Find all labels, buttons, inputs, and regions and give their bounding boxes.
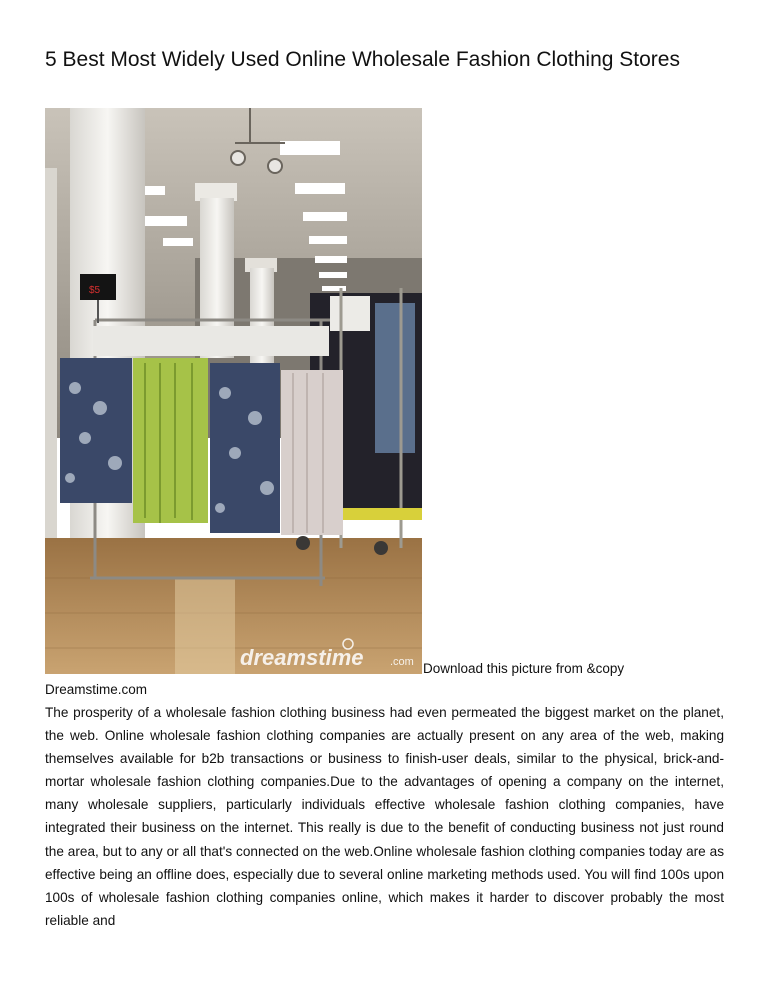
store-photo [45, 108, 422, 674]
document-title: 5 Best Most Widely Used Online Wholesale Fashion Clothing Stores [45, 48, 680, 71]
price-tag-text: $5 [89, 285, 101, 296]
body-paragraph: The prosperity of a wholesale fashion clothing business had even permeated the biggest market on the planet, the web. Online wholesale fashion clothing companies are actually present on any area of the web, making themselves available for b2b transactions or business to finish-user deals, similar to the physical, brick-and-mortar wholesale fashion clothing companies.Due to the advantages of opening a company on the internet, many wholesale suppliers, particularly individuals effective wholesale fashion clothing companies, have integrated their business on the internet. This really is due to the benefit of conducting business not just round the area, but to any or all that's connected on the web.Online wholesale fashion clothing companies today are as effective being an offline does, especially due to several online marketing methods used. You will find 100s upon 100s of wholesale fashion clothing companies online, which makes it harder to discover probably the most reliable and [45, 705, 724, 928]
watermark-text: dreamstime [240, 645, 364, 670]
image-caption-line2: Dreamstime.com [45, 682, 148, 697]
watermark-suffix: .com [390, 656, 414, 668]
image-caption-line1: Download this picture from &copy [423, 661, 625, 676]
